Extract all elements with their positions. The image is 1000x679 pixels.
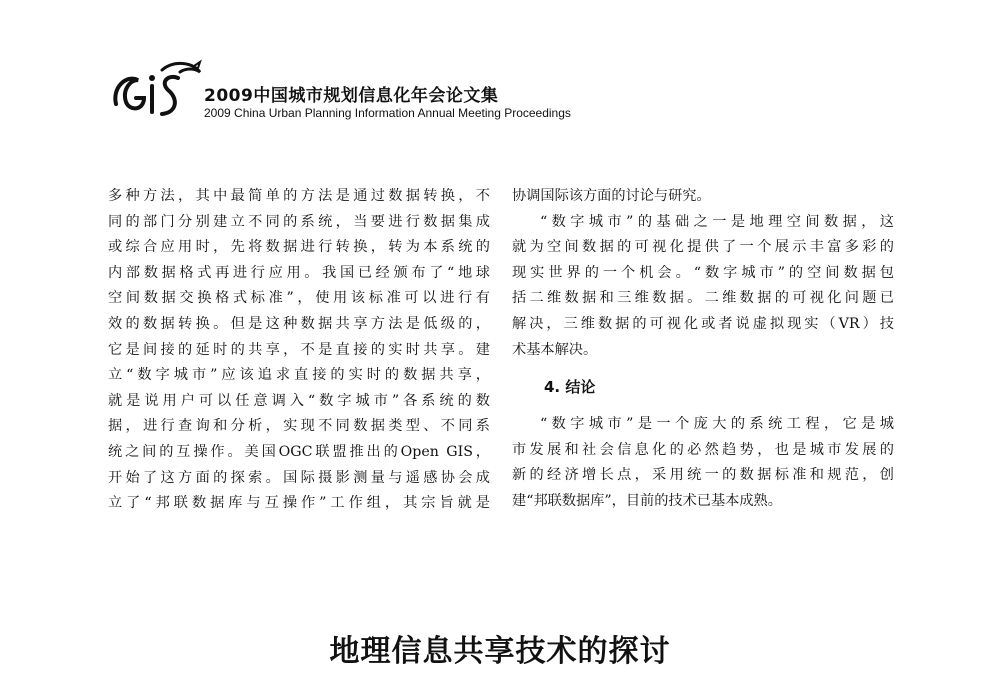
text-line: 市发展和社会信息化的必然趋势，也是城市发展的 [512,441,894,458]
text-line: 或综合应用时，先将数据进行转换，转为本系统的 [108,239,490,256]
right-column [512,184,894,515]
text-line: 括二维数据和三维数据。二维数据的可视化问题已 [512,290,894,307]
text-line: 空间数据交换格式标准”，使用该标准可以进行有 [108,290,490,307]
text-line: “数字城市”的基础之一是地理空间数据，这 [540,213,894,230]
text-line: 立“数字城市”应该追求直接的实时的数据共享， [108,367,490,384]
text-line: 现实世界的一个机会。“数字城市”的空间数据包 [512,264,894,281]
text-line: 新的经济增长点，采用统一的数据标准和规范，创 [512,467,894,484]
proceedings-title-zh: 2009中国城市规划信息化年会论文集 [204,86,499,106]
text-line: 开始了这方面的探索。国际摄影测量与遥感协会成 [108,469,490,486]
text-line: 就是说用户可以任意调入“数字城市”各系统的数 [108,392,490,409]
section-heading: 4. 结论 [544,378,596,397]
text-line: 协调国际该方面的讨论与研究。 [512,188,711,204]
paper-title: 地理信息共享技术的探讨 [329,634,671,669]
gis-dragon-logo [108,58,204,126]
text-line: 效的数据转换。但是这种数据共享方法是低级的， [108,315,490,332]
text-line: 建“邦联数据库”，目前的技术已基本成熟。 [512,492,782,509]
text-line: 术基本解决。 [512,341,598,358]
text-line: 解决，三维数据的可视化或者说虚拟现实（VR）技 [512,315,894,332]
left-column [108,184,490,517]
text-line: 多种方法，其中最简单的方法是通过数据转换，不 [108,188,490,204]
text-line: 就为空间数据的可视化提供了一个展示丰富多彩的 [512,239,894,256]
text-line: 内部数据格式再进行应用。我国已经颁布了“地球 [108,264,490,281]
text-line: “数字城市”是一个庞大的系统工程，它是城 [540,416,894,433]
proceedings-title-en: 2009 China Urban Planning Information Annual Meeting Proceedings [204,106,571,120]
text-line: 它是间接的延时的共享，不是直接的实时共享。建 [108,341,490,358]
proceedings-header [108,58,728,128]
text-line: 同的部门分别建立不同的系统，当要进行数据集成 [108,213,490,230]
text-line: 统之间的互操作。美国OGC联盟推出的Open GIS， [108,443,490,460]
text-line: 立了“邦联数据库与互操作”工作组，其宗旨就是 [108,495,490,512]
text-line: 据，进行查询和分析，实现不同数据类型、不同系 [108,418,490,435]
